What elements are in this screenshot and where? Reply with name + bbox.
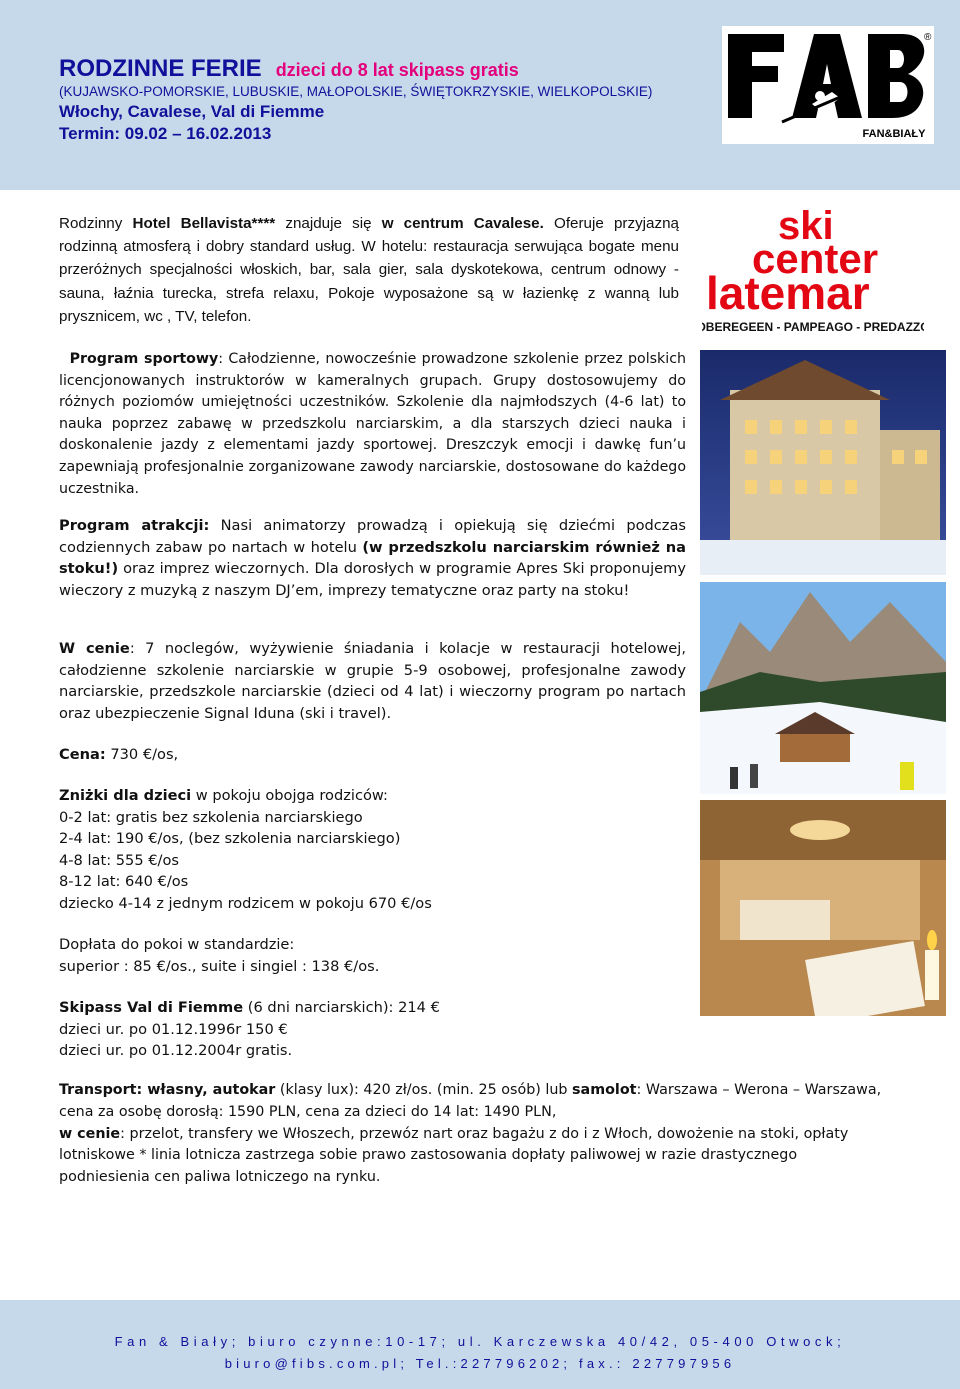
page-subtitle: dzieci do 8 lat skipass gratis (275, 60, 519, 80)
price-includes-label: W cenie (59, 640, 130, 657)
room-surcharge (59, 934, 379, 977)
surcharge-text: superior : 85 €/os., suite i singiel : 138 €/os. (59, 957, 380, 975)
hotel-name: Hotel Bellavista**** (132, 215, 276, 232)
child-discounts: Zniżki dla dzieci w pokoju obojga rodziców: 0-2 lat: gratis bez szkolenia narciarskiego 2-4 lat: 190 €/os, (bez szkolenia narciarskiego) 4-8 lat: 555 €/os 8-12 lat: 640 €/os dziecko 4-14 z jednym rodzicem w pokoju 670 €/os (59, 785, 432, 915)
fan-bialy-logo (722, 26, 934, 144)
price (59, 744, 178, 766)
logo-text: FAN&BIAŁY (862, 128, 926, 140)
price-includes: W cenie: 7 noclegów, wyżywienie śniadania i kolacje w restauracji hotelowej, całodzienne szkolenie narciarskie w grupie 5-9 osobowej, profesjonalne zawody narciarskie, przedszkole narciarskie (dzieci od 4 lat) i wieczorny program po nartach oraz ubezpieczenie Signal Iduna (ski i travel). (59, 640, 686, 722)
restaurant-interior-photo (700, 800, 946, 1016)
discount-item: 2-4 lat: 190 €/os, (bez szkolenia narciarskiego) (59, 830, 401, 848)
skipass-label: Skipass Val di Fiemme (59, 999, 244, 1016)
surcharge-label: Dopłata do pokoi w standardzie: (59, 936, 295, 953)
ski-center-latemar-logo (702, 205, 924, 337)
registered-mark: ® (924, 32, 932, 43)
program-atrakcji-label: Program atrakcji: (59, 517, 210, 534)
price-value: 730 €/os, (105, 746, 179, 763)
skipass-item: dzieci ur. po 01.12.1996r 150 € (59, 1020, 288, 1038)
regions-line: (KUJAWSKO-POMORSKIE, LUBUSKIE, MAŁOPOLSKIE, ŚWIĘTOKRZYSKIE, WIELKOPOLSKIE) (59, 84, 653, 99)
ski-center-subtitle: OBEREGEEN - PAMPEAGO - PREDAZZO (702, 320, 924, 334)
discount-item: dziecko 4-14 z jednym rodzicem w pokoju 670 €/os (59, 894, 432, 912)
footer-band (0, 1300, 960, 1389)
hotel-location: w centrum Cavalese. (381, 215, 544, 232)
skipass-item: dzieci ur. po 01.12.2004r gratis. (59, 1042, 293, 1060)
discount-item: 8-12 lat: 640 €/os (59, 873, 189, 891)
footer-contact: biuro@fibs.com.pl; Tel.:227796202; fax.: 227797956 (224, 1356, 736, 1371)
transport: Transport: własny, autokar (klasy lux): 420 zł/os. (min. 25 osób) lub samolot: Warszawa – Werona – Warszawa, cena za osobę dorosłą: 1590 PLN, cena za dzieci do 14 lat: 1490 PLN, w cenie: przelot, transfery we Włoszech, przewóz nart oraz bagażu z do i z Włoch, dowożenie na stoki, opłaty lotniskowe * linia lotnicza zastrzega sobie prawo zastosowania dopłaty paliwowej w razie drastycznego podniesienia cen paliwa lotniczego na rynku. (59, 1082, 882, 1186)
svg-text:latemar: latemar (706, 267, 870, 319)
term-line: Termin: 09.02 – 16.02.2013 (59, 124, 272, 143)
transport-includes-label: w cenie (59, 1125, 121, 1142)
program-atrakcji: Program atrakcji: Nasi animatorzy prowadzą i opiekują się dziećmi podczas codziennych zabaw po nartach w hotelu (w przedszkolu narciarskim również na stoku!) oraz imprez wieczornych. Dla dorosłych w programie Apres Ski proponujemy wieczory z muzyką z naszym DJ’em, imprezy tematyczne oraz party na stoku! (59, 517, 687, 599)
hotel-description: Rodzinny Hotel Bellavista**** znajduje się w centrum Cavalese. Oferuje przyjazną rodzinną atmosferą i dobry standard usług. W hotelu: restauracja serwująca bogate menu przeróżnych specjalności włoskich, bar, sala gier, sala dyskotekowa, centrum odnowy - sauna, łaźnia turecka, strefa relaxu, Pokoje wyposażone są w łazienkę z wanną lub prysznicem, wc , TV, telefon. (59, 215, 679, 325)
footer-address: Fan & Biały; biuro czynne:10-17; ul. Karczewska 40/42, 05-400 Otwock; (114, 1334, 846, 1349)
discount-item: 4-8 lat: 555 €/os (59, 851, 179, 869)
header-band (0, 0, 960, 190)
page-title: RODZINNE FERIE dzieci do 8 lat skipass gratis (59, 55, 519, 82)
hotel-night-photo (700, 350, 946, 575)
program-atrakcji-bold: (w przedszkolu narciarskim również na stoku!) (59, 538, 686, 578)
place-line: Włochy, Cavalese, Val di Fiemme (59, 102, 325, 121)
skipass: Skipass Val di Fiemme (6 dni narciarskich): 214 € dzieci ur. po 01.12.1996r 150 € dzieci ur. po 01.12.2004r gratis. (59, 997, 440, 1062)
program-sportowy-label: Program sportowy (69, 351, 219, 367)
transport-label: Transport: własny, autokar (59, 1082, 276, 1098)
discount-item: 0-2 lat: gratis bez szkolenia narciarskiego (59, 808, 363, 826)
program-sportowy: Program sportowy: Całodzienne, nowocześnie prowadzone szkolenie przez polskich licencjonowanych instruktorów w kameralnych grupach. Grupy dostosowujemy do różnych poziomów umiejętności uczestników. Szkolenie dla najmłodszych (4-6 lat) to nauka poprzez zabawę w przedszkolu narciarskim, a dla starszych dzieci nauka i doskonalenie jazdy z elementami jazdy sportowej. Dreszczyk emocji i dawkę fun’u zapewniają profesjonalnie zorganizowane zawody narciarskie, dostosowane do każdego uczestnika. (59, 351, 686, 497)
transport-plane: samolot (572, 1082, 637, 1098)
svg-text:ski: ski (778, 205, 834, 248)
ski-slope-photo (700, 582, 946, 794)
discounts-label: Zniżki dla dzieci (59, 787, 192, 804)
price-label: Cena: (59, 746, 106, 763)
svg-text:center: center (752, 235, 879, 282)
